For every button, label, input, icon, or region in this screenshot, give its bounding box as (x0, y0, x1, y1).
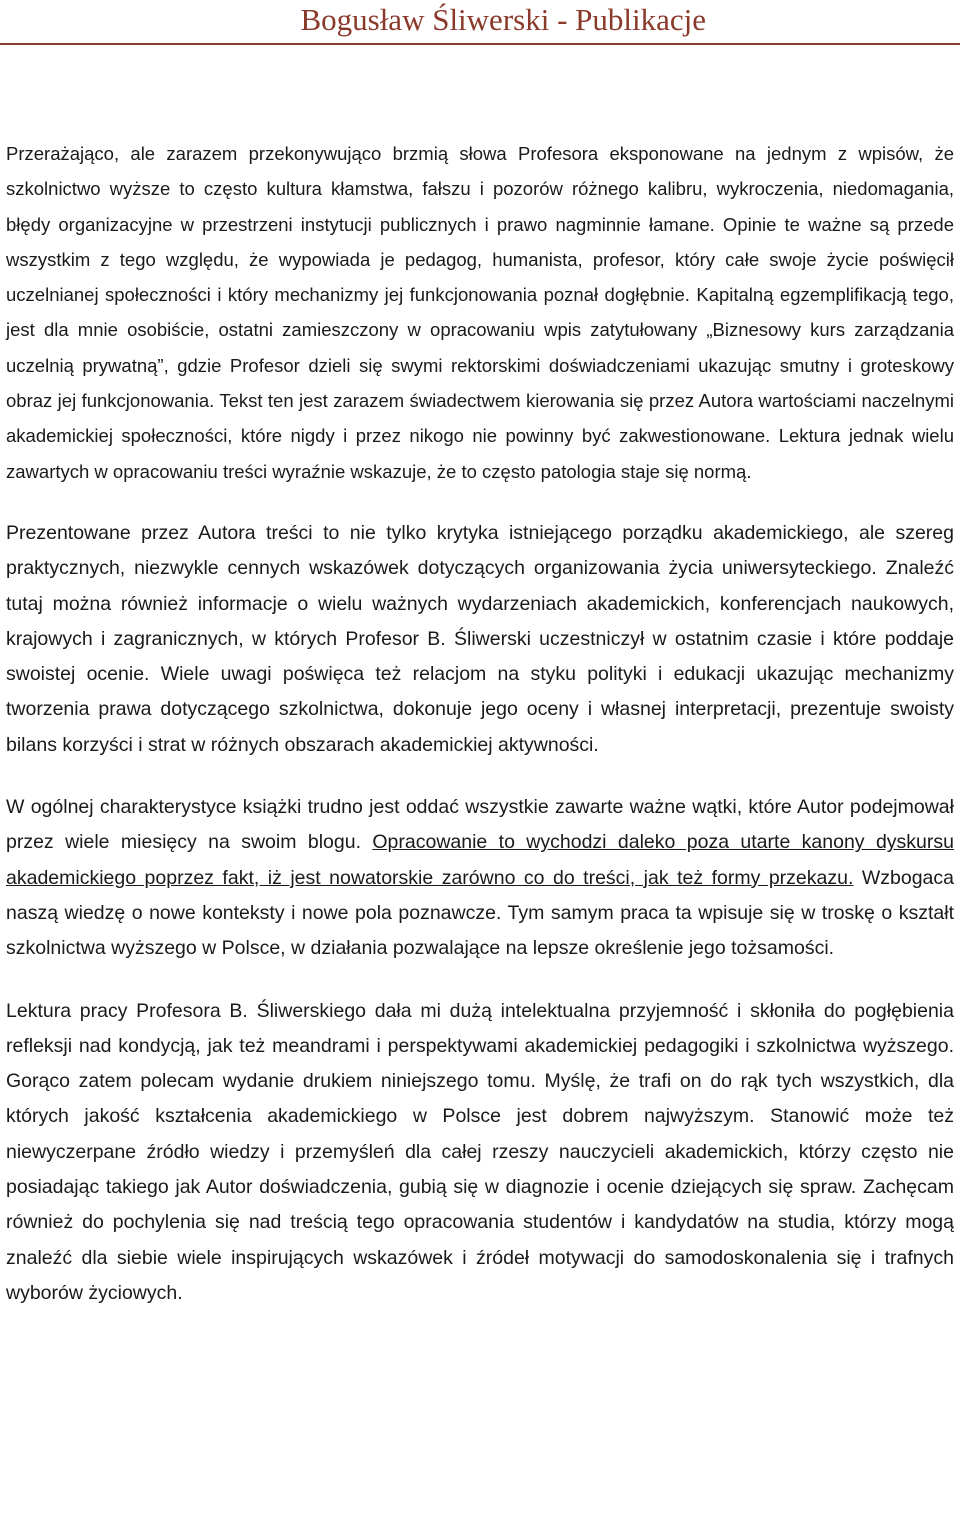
paragraph-text: Lektura pracy Profesora B. Śliwerskiego dała mi dużą intelektualna przyjemność i skłoniła do pogłębienia refleksji nad kondycją, jak też meandrami i perspektywami akademickiej pedagogiki i szkolnictwa wyższego. Gorąco zatem polecam wydanie drukiem niniejszego tomu. Myślę, że trafi on do rąk tych wszystkich, dla których jakość kształcenia akademickiego w Polsce jest dobrem najwyższym. Stanowić może też niewyczerpane źródło wiedzy i przemyśleń dla całej rzeszy nauczycieli akademickich, którzy często nie posiadając takiego jak Autor doświadczenia, gubią się w diagnozie i ocenie dziejących się spraw. Zachęcam również do pochylenia się nad treścią tego opracowania studentów i kandydatów na studia, którzy mogą znaleźć dla siebie wiele inspirujących wskazówek i źródeł motywacji do samodoskonalenia się i trafnych wyborów życiowych. (6, 999, 954, 1304)
paragraph-2 (6, 516, 954, 763)
paragraph-text: Prezentowane przez Autora treści to nie tylko krytyka istniejącego porządku akademickiego, ale szereg praktycznych, niezwykle cennych wskazówek dotyczących organizowania życia uniwersyteckiego. Znaleźć tutaj można również informacje o wielu ważnych wydarzeniach akademickich, konferencjach naukowych, krajowych i zagranicznych, w których Profesor B. Śliwerski uczestniczył w ostatnim czasie i które poddaje swoistej ocenie. Wiele uwagi poświęca też relacjom na styku polityki i edukacji ukazując mechanizmy tworzenia prawa dotyczącego szkolnictwa, dokonuje jego oceny i własnej interpretacji, prezentuje swoisty bilans korzyści i strat w różnych obszarach akademickiej aktywności. (6, 521, 954, 756)
paragraph-text: W ogólnej charakterystyce książki trudno jest oddać wszystkie zawarte ważne wątki, które Autor podejmował przez wiele miesięcy na swoim blogu. (6, 796, 954, 854)
paragraph-text: Wzbogaca naszą wiedzę o nowe konteksty i nowe pola poznawcze. Tym samym praca ta wpisuje się w troskę o kształt szkolnictwa wyższego w Polsce, w działania pozwalające na lepsze określenie jego tożsamości. (6, 866, 954, 960)
page-title: Bogusław Śliwerski - Publikacje (300, 2, 706, 37)
page-header (0, 0, 960, 48)
paragraph-4 (6, 994, 954, 1312)
document-body (6, 136, 954, 1311)
header-divider (0, 43, 960, 45)
paragraph-3 (6, 790, 954, 966)
underlined-passage: Opracowanie to wychodzi daleko poza utarte kanony dyskursu akademickiego poprzez fakt, iż jest nowatorskie zarówno co do treści, jak też formy przekazu. (6, 831, 954, 889)
paragraph-1 (6, 136, 954, 489)
paragraph-text: Przerażająco, ale zarazem przekonywująco brzmią słowa Profesora eksponowane na jednym z wpisów, że szkolnictwo wyższe to często kultura kłamstwa, fałszu i pozorów różnego kalibru, wykroczenia, niedomagania, błędy organizacyjne w przestrzeni instytucji publicznych i prawo nagminnie łamane. Opinie te ważne są przede wszystkim z tego względu, że wypowiada je pedagog, humanista, profesor, który całe swoje życie poświęcił uczelnianej społeczności i który mechanizmy jej funkcjonowania poznał dogłębnie. Kapitalną egzemplifikacją tego, jest dla mnie osobiście, ostatni zamieszczony w opracowaniu wpis zatytułowany „Biznesowy kurs zarządzania uczelnią prywatną”, gdzie Profesor dzieli się swymi rektorskimi doświadczeniami ukazując smutny i groteskowy obraz jej funkcjonowania. Tekst ten jest zarazem świadectwem kierowania się przez Autora wartościami naczelnymi akademickiej społeczności, które nigdy i przez nikogo nie powinny być zakwestionowane. Lektura jednak wielu zawartych w opracowaniu treści wyraźnie wskazuje, że to często patologia staje się normą. (6, 143, 954, 482)
